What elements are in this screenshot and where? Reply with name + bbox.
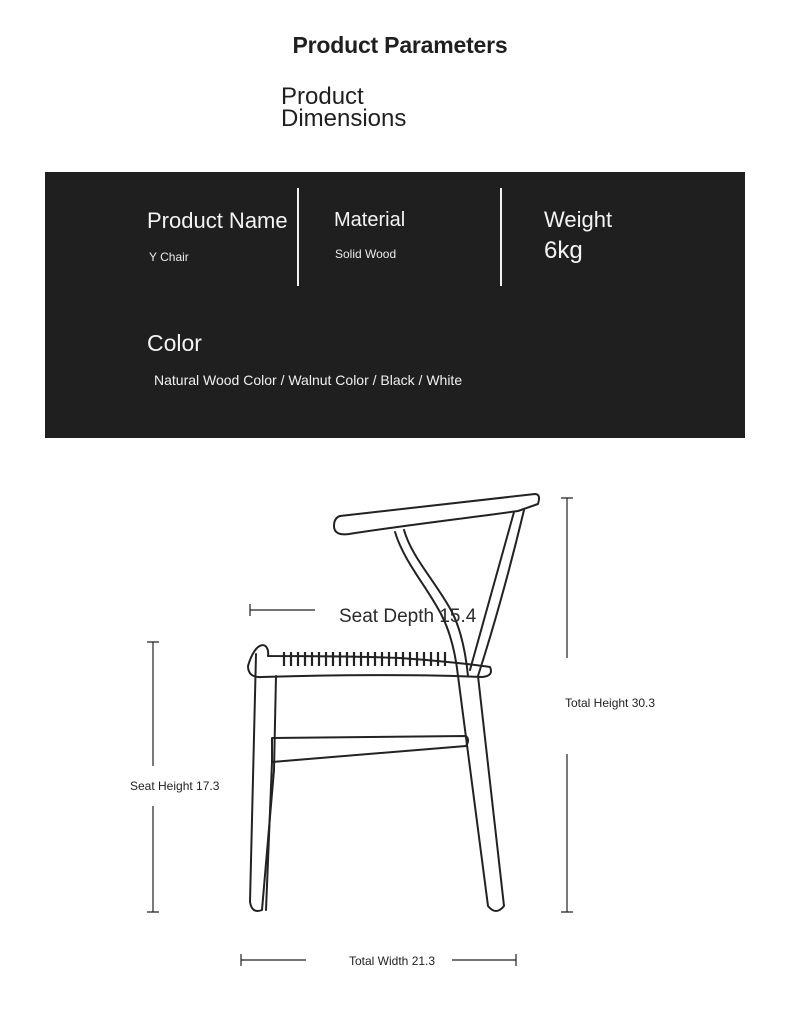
seat-height-label: Seat Height 17.3 xyxy=(130,779,220,793)
total-width-line-right xyxy=(452,954,516,966)
seat-height-line-top xyxy=(147,642,159,766)
subtitle-line-1: Product xyxy=(281,83,364,110)
name-value: Y Chair xyxy=(149,250,189,264)
seat-height-line-bottom xyxy=(147,806,159,912)
chair-stretcher xyxy=(272,736,468,762)
total-height-line-top xyxy=(561,498,573,658)
material-value: Solid Wood xyxy=(335,247,397,261)
section-subtitle xyxy=(281,83,521,132)
chair-back-right xyxy=(478,510,524,676)
color-label: Color xyxy=(147,330,202,356)
chair-back-rail xyxy=(334,494,539,534)
seat-depth-label: Seat Depth 15.4 xyxy=(339,606,477,627)
parameters-panel xyxy=(45,172,745,438)
weight-label: Weight xyxy=(544,207,613,232)
chair-back-left xyxy=(404,530,468,676)
total-width-label: Total Width 21.3 xyxy=(349,954,436,968)
chair-back-right-inner xyxy=(470,512,514,670)
total-width-line-left xyxy=(241,954,306,966)
subtitle-line-2: Dimensions xyxy=(281,105,407,132)
chair-back-leg xyxy=(458,676,504,911)
chair-front-leg xyxy=(266,762,272,910)
divider-2 xyxy=(500,188,502,286)
dimension-drawing xyxy=(0,470,790,990)
chair-outline-drawing xyxy=(0,470,790,990)
total-height-line-bottom xyxy=(561,754,573,912)
page-title: Product Parameters xyxy=(292,32,508,58)
seat-depth-line xyxy=(250,604,315,616)
total-height-label: Total Height 30.3 xyxy=(565,696,656,710)
color-value: Natural Wood Color / Walnut Color / Black / White xyxy=(154,372,463,388)
divider-1 xyxy=(297,188,299,286)
name-label: Product Name xyxy=(147,208,288,233)
material-label: Material xyxy=(334,209,406,231)
weight-value: 6kg xyxy=(544,237,583,264)
